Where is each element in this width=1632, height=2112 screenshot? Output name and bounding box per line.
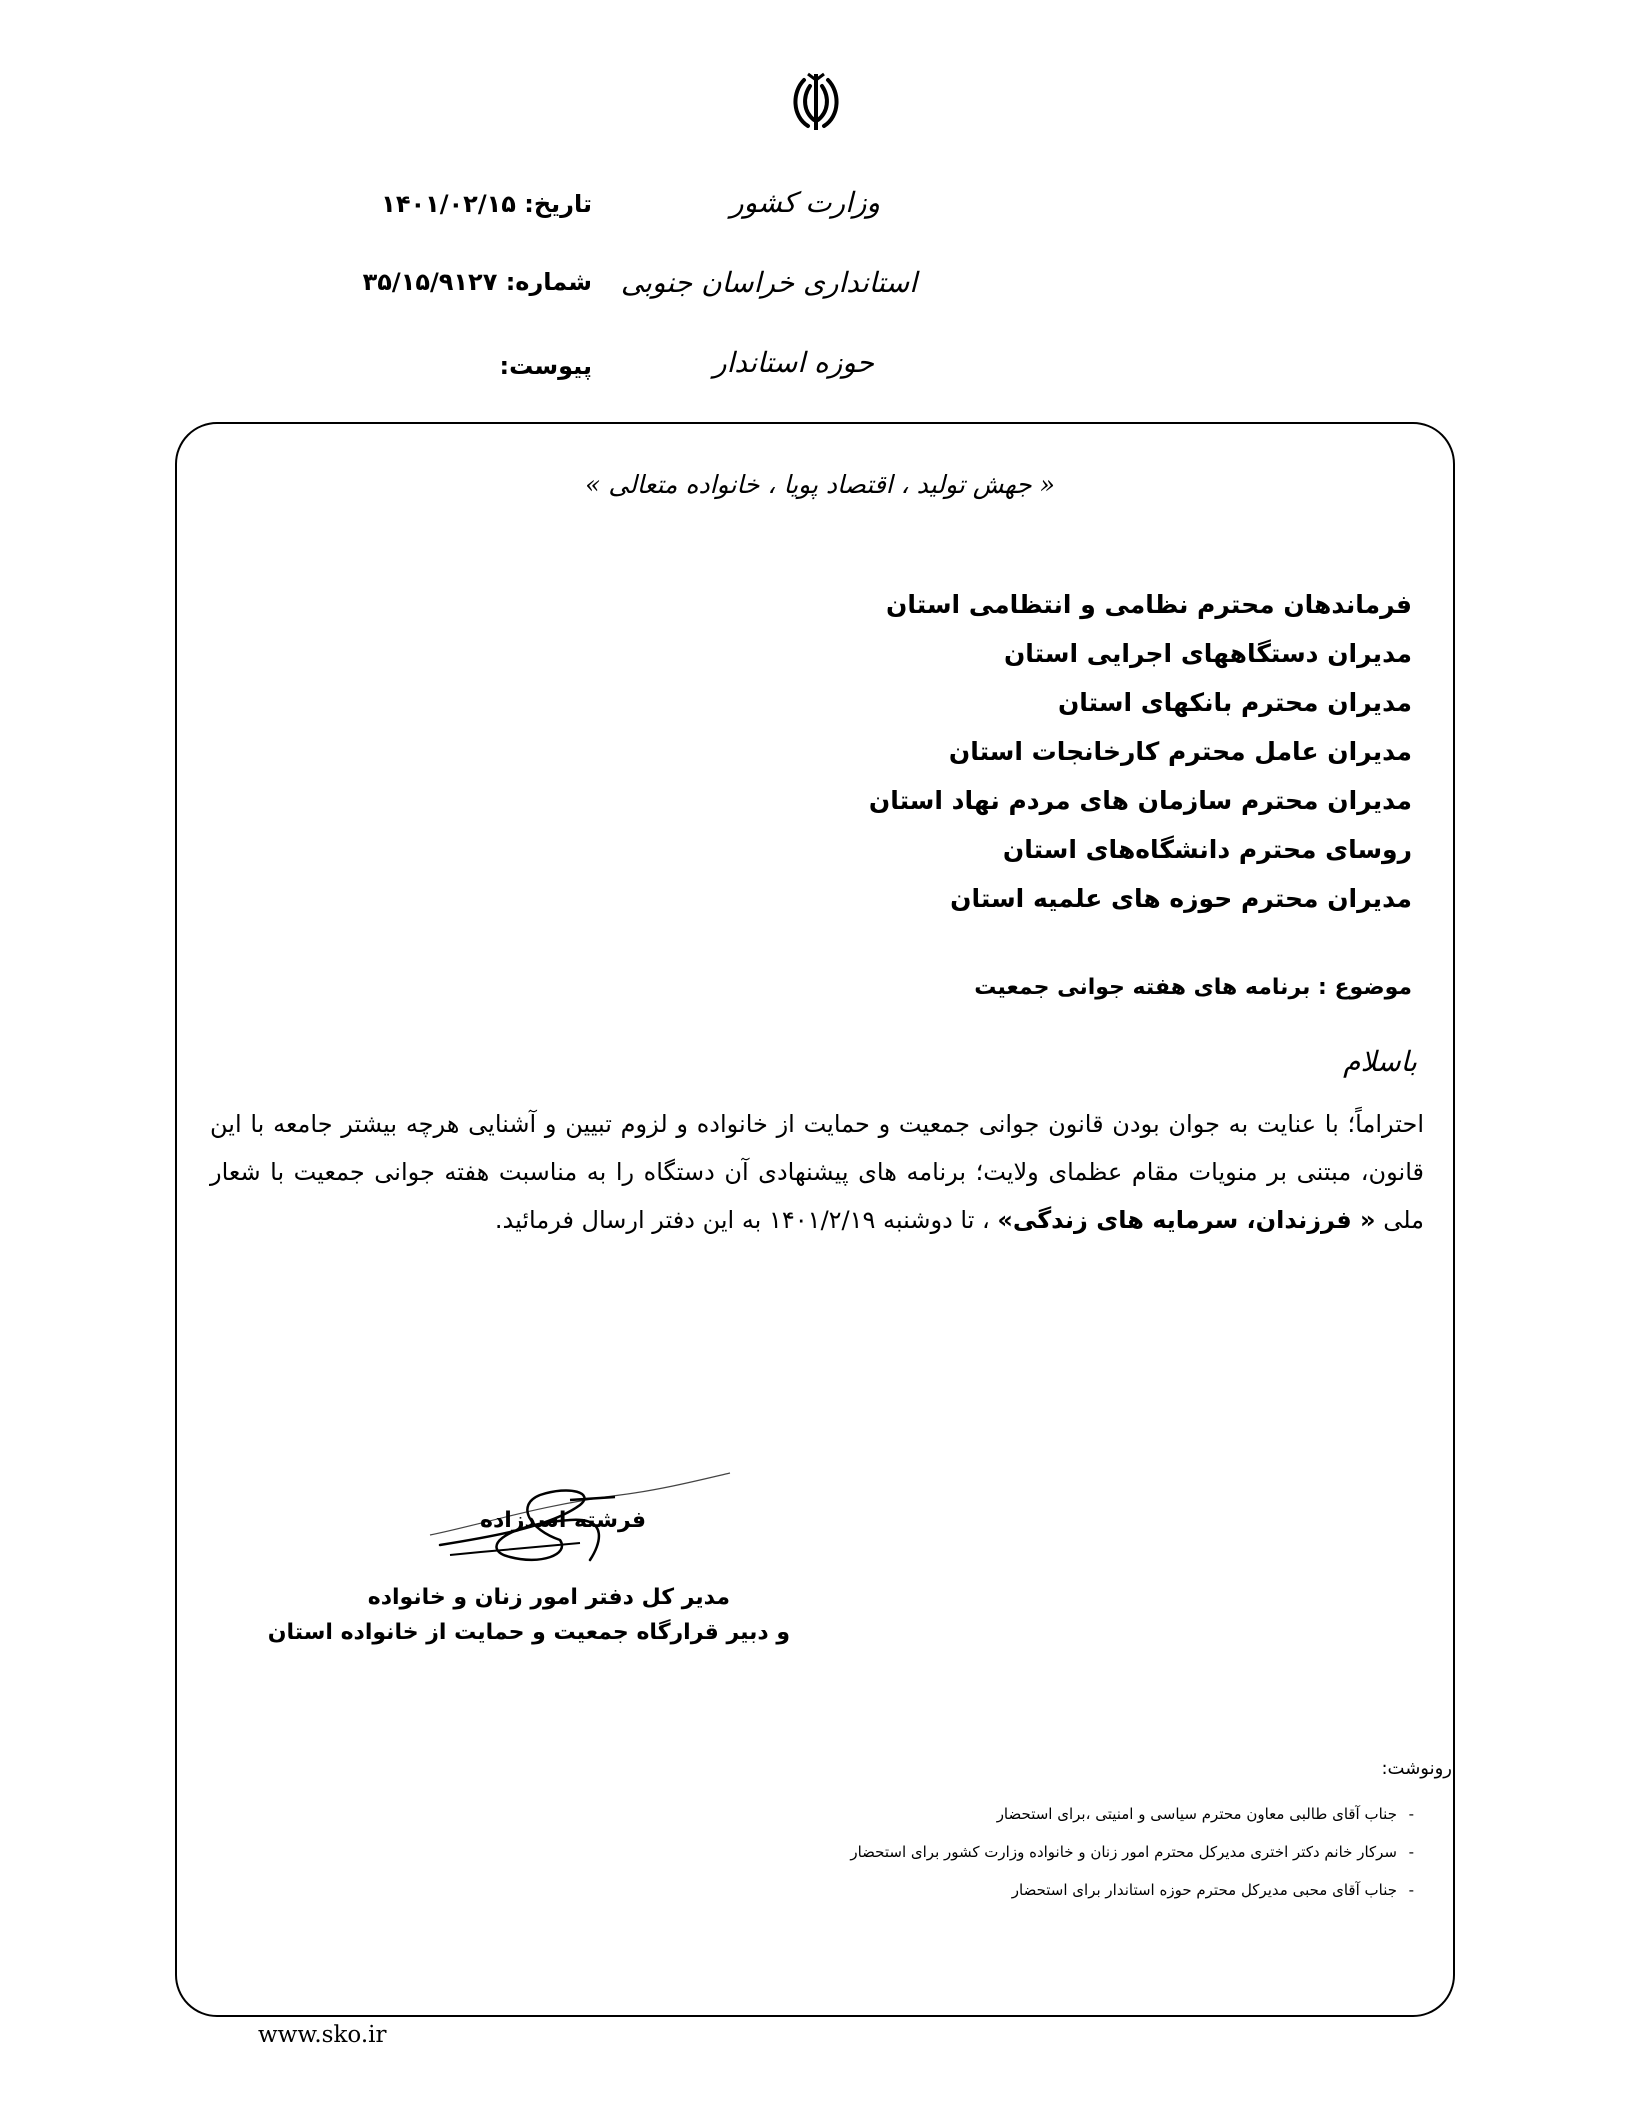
cc-bullet: -	[1408, 1843, 1414, 1861]
cc-item: سرکار خانم دکتر اختری مدیرکل محترم امور زنان و خانواده وزارت کشور برای استحضار	[850, 1843, 1397, 1861]
letter-body	[210, 1100, 1424, 1244]
signer-name: فرشته اسدزاده	[480, 1508, 647, 1533]
recipient-item: مدیران محترم بانکهای استان	[1057, 688, 1412, 717]
national-slogan: « فرزندان، سرمایه های زندگی»	[997, 1206, 1376, 1234]
subject-line: موضوع : برنامه های هفته جوانی جمعیت	[974, 975, 1412, 1000]
cc-item: جناب آقای طالبی معاون محترم سیاسی و امنیتی ،برای استحضار	[996, 1805, 1397, 1823]
cc-bullet: -	[1408, 1805, 1414, 1823]
slogan: « جهش تولید ، اقتصاد پویا ، خانواده متعالی »	[585, 470, 1055, 499]
recipient-list	[512, 580, 1412, 923]
date-label: تاریخ:	[524, 190, 592, 218]
date-value: ۱۴۰۱/۰۲/۱۵	[381, 190, 516, 218]
signer-title: مدیر کل دفتر امور زنان و خانواده	[367, 1585, 730, 1610]
emblem-icon	[786, 70, 846, 136]
cc-label: رونوشت:	[1381, 1758, 1452, 1779]
office-name: حوزه استاندار	[713, 346, 874, 379]
recipient-item: مدیران عامل محترم کارخانجات استان	[948, 737, 1412, 766]
recipient-item: مدیران محترم سازمان های مردم نهاد استان	[868, 786, 1412, 815]
recipient-item: مدیران دستگاههای اجرایی استان	[1003, 639, 1412, 668]
number-value: ۳۵/۱۵/۹۱۲۷	[362, 268, 498, 296]
recipient-item: فرماندهان محترم نظامی و انتظامی استان	[886, 590, 1412, 619]
attachment-row	[500, 352, 592, 380]
recipient-item: مدیران محترم حوزه های علمیه استان	[950, 884, 1412, 913]
number-label: شماره:	[505, 268, 592, 296]
body-text: احتراماً؛ با عنایت به جوان بودن قانون جوانی جمعیت و حمایت از خانواده و لزوم تبیین و آشنایی هرچه بیشتر جامعه با این قانون، مبتنی بر منویات مقام عظمای ولایت؛ برنامه های پیشنهادی آن دستگاه را به مناسبت هفته جوانی جمعیت با شعار ملی	[210, 1110, 1424, 1234]
number-row	[363, 268, 592, 296]
ministry-name: وزارت کشور	[730, 186, 880, 219]
cc-bullet: -	[1408, 1881, 1414, 1899]
date-row	[381, 190, 592, 218]
attachment-label: پیوست:	[499, 352, 592, 380]
body-text-end: ، تا دوشنبه ۱۴۰۱/۲/۱۹ به این دفتر ارسال فرمائید.	[494, 1206, 998, 1234]
signer-title-2: و دبیر قرارگاه جمعیت و حمایت از خانواده استان	[267, 1620, 790, 1645]
governorate-name: استانداری خراسان جنوبی	[620, 266, 917, 299]
recipient-item: روسای محترم دانشگاه‌های استان	[1002, 835, 1412, 864]
cc-item: جناب آقای محبی مدیرکل محترم حوزه استاندار برای استحضار	[1011, 1881, 1397, 1899]
greeting: باسلام	[1343, 1045, 1417, 1078]
website-url: www.sko.ir	[258, 2022, 387, 2048]
